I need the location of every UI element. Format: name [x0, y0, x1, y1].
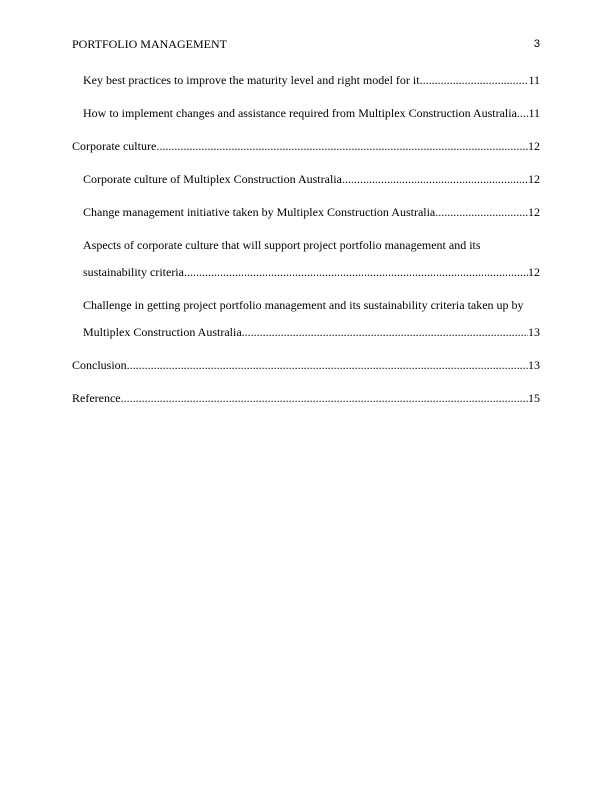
- toc-dot-leader: [435, 199, 528, 226]
- toc-entry-conclusion[interactable]: [72, 352, 540, 379]
- table-of-contents: [72, 67, 540, 418]
- toc-dot-leader: [184, 259, 528, 286]
- page-header: [72, 36, 540, 52]
- toc-entry-change-management-initiative[interactable]: [72, 199, 540, 226]
- toc-entry-implement-changes[interactable]: [72, 100, 540, 127]
- toc-page-number: 13: [528, 325, 540, 339]
- header-page-number: 3: [533, 38, 540, 50]
- toc-entry-text: Conclusion: [72, 358, 127, 372]
- toc-entry-reference[interactable]: [72, 385, 540, 412]
- toc-entry-text-line: Aspects of corporate culture that will support project portfolio management and its: [83, 238, 481, 252]
- toc-dot-leader: [121, 385, 528, 412]
- toc-entry-text: Corporate culture: [72, 139, 157, 153]
- toc-entry-text: Reference: [72, 391, 121, 405]
- running-head-title: PORTFOLIO MANAGEMENT: [72, 37, 227, 51]
- toc-dot-leader: [420, 67, 529, 94]
- toc-entry-text: sustainability criteria: [83, 265, 184, 279]
- toc-dot-leader: [242, 319, 528, 346]
- toc-entry-challenge-portfolio[interactable]: [72, 292, 540, 346]
- toc-dot-leader: [156, 133, 528, 160]
- toc-page-number: 12: [528, 172, 540, 186]
- toc-entry-text: Key best practices to improve the maturity level and right model for it: [83, 73, 420, 87]
- toc-entry-corporate-culture[interactable]: [72, 133, 540, 160]
- toc-entry-text: Corporate culture of Multiplex Construction Australia: [83, 172, 342, 186]
- toc-dot-leader: [342, 166, 528, 193]
- toc-page-number: 11: [528, 73, 540, 87]
- toc-page-number: 12: [528, 139, 540, 153]
- toc-dot-leader: [127, 352, 528, 379]
- toc-entry-culture-aspects[interactable]: [72, 232, 540, 286]
- toc-page-number: 15: [528, 391, 540, 405]
- toc-entry-text: Multiplex Construction Australia: [83, 325, 242, 339]
- toc-page-number: 12: [528, 265, 540, 279]
- toc-entry-corporate-culture-multiplex[interactable]: [72, 166, 540, 193]
- toc-entry-text-line: Challenge in getting project portfolio management and its sustainability criteria taken up by: [83, 298, 524, 312]
- toc-dot-leader: [517, 100, 529, 127]
- toc-entry-text: How to implement changes and assistance required from Multiplex Construction Australia: [83, 106, 517, 120]
- toc-entry-text: Change management initiative taken by Multiplex Construction Australia: [83, 205, 436, 219]
- toc-page-number: 13: [528, 358, 540, 372]
- toc-entry-maturity-best-practices[interactable]: [72, 67, 540, 94]
- toc-page-number: 12: [528, 205, 540, 219]
- toc-page-number: 11: [528, 106, 540, 120]
